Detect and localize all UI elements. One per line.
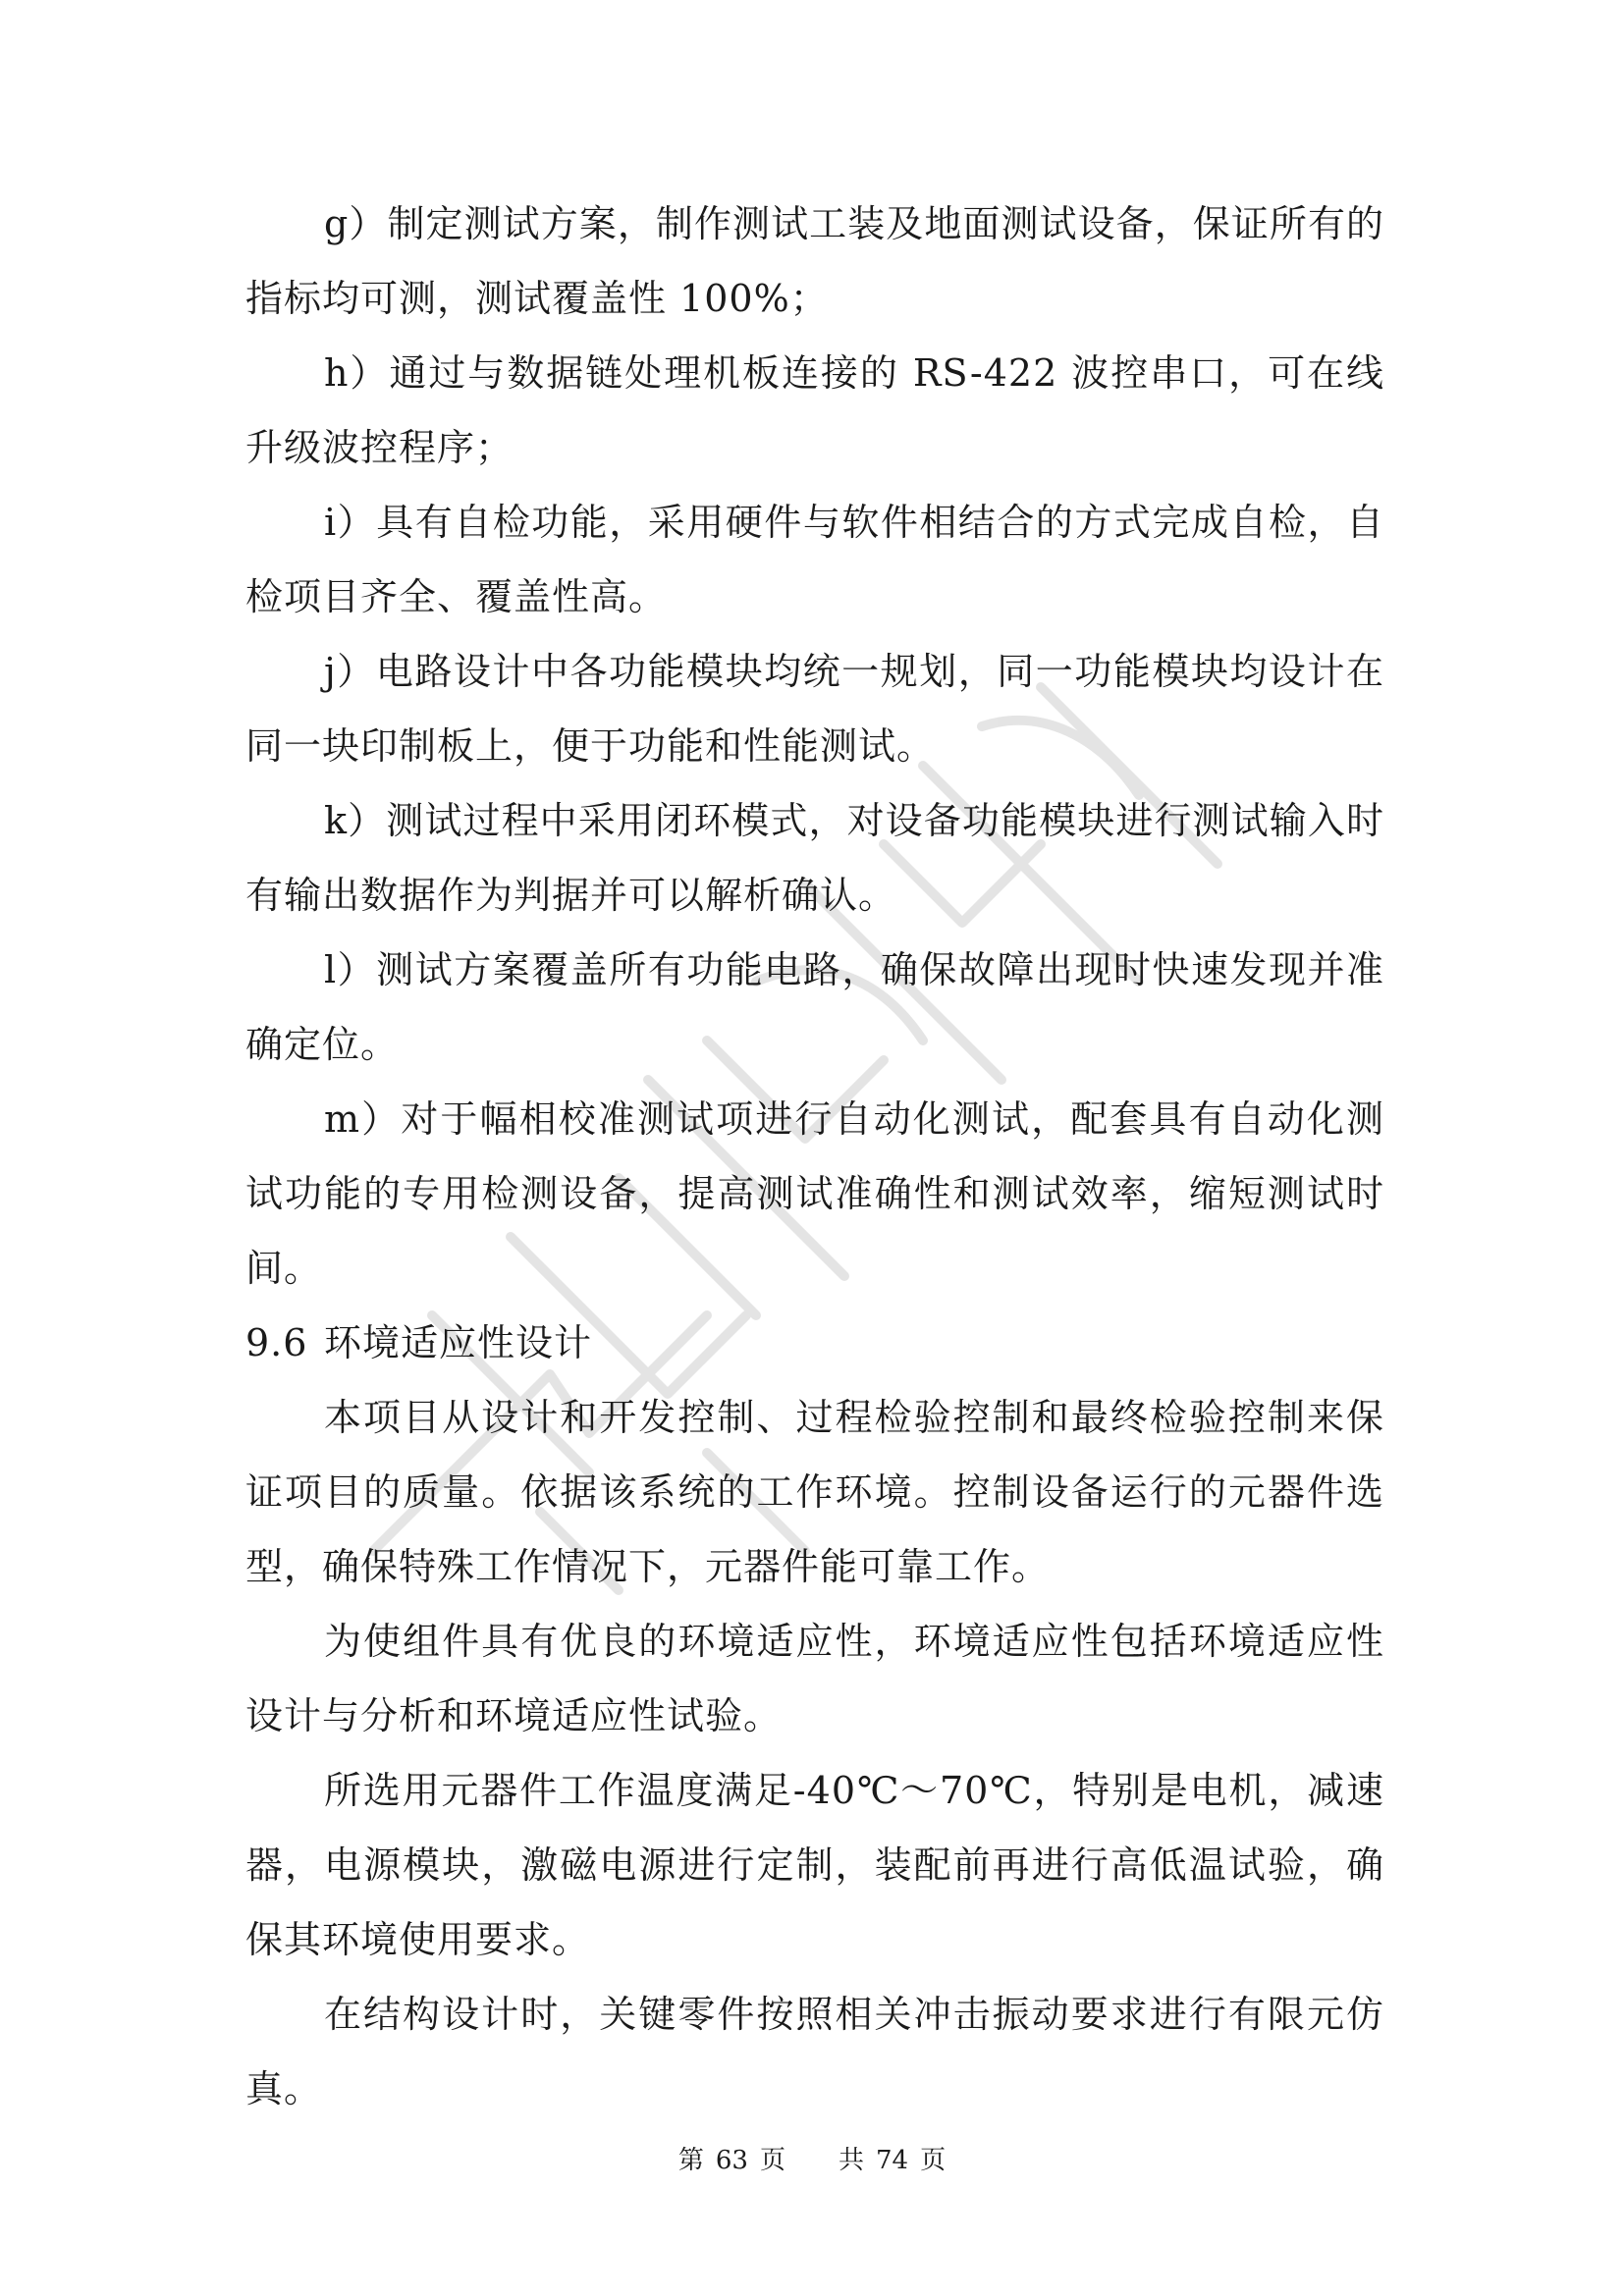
total-label-suffix: 页: [920, 2146, 947, 2175]
total-label-prefix: 共: [839, 2146, 865, 2175]
total-pages: 74: [876, 2146, 909, 2175]
document-body: [245, 187, 1384, 2126]
paragraph-h: h）通过与数据链处理机板连接的 RS-422 波控串口，可在线升级波控程序；: [245, 351, 1384, 469]
paragraph-m: m）对于幅相校准测试项进行自动化测试，配套具有自动化测试功能的专用检测设备，提高测试准确性和测试效率，缩短测试时间。: [245, 1097, 1384, 1290]
section-paragraph: 在结构设计时，关键零件按照相关冲击振动要求进行有限元仿真。: [245, 1993, 1384, 2110]
paragraph-i: i）具有自检功能，采用硬件与软件相结合的方式完成自检，自检项目齐全、覆盖性高。: [245, 501, 1384, 618]
page-number: 63: [715, 2146, 748, 2175]
paragraph-k: k）测试过程中采用闭环模式，对设备功能模块进行测试输入时有输出数据作为判据并可以解析确认。: [245, 799, 1384, 917]
section-number: 9.6: [245, 1321, 308, 1364]
section-paragraph: 本项目从设计和开发控制、过程检验控制和最终检验控制来保证项目的质量。依据该系统的工作环境。控制设备运行的元器件选型，确保特殊工作情况下，元器件能可靠工作。: [245, 1396, 1384, 1588]
page-label-prefix: 第: [677, 2146, 704, 2175]
paragraph-l: l）测试方案覆盖所有功能电路，确保故障出现时快速发现并准确定位。: [245, 948, 1384, 1066]
section-heading: [245, 1306, 1384, 1380]
section-paragraph: 为使组件具有优良的环境适应性，环境适应性包括环境适应性设计与分析和环境适应性试验。: [245, 1620, 1384, 1737]
paragraph-j: j）电路设计中各功能模块均统一规划，同一功能模块均设计在同一块印制板上，便于功能和性能测试。: [245, 650, 1384, 768]
paragraph-g: g）制定测试方案，制作测试工装及地面测试设备，保证所有的指标均可测，测试覆盖性 100%；: [245, 202, 1384, 320]
page-label-suffix: 页: [759, 2146, 785, 2175]
section-paragraph: 所选用元器件工作温度满足-40℃～70℃，特别是电机，减速器，电源模块，激磁电源进行定制，装配前再进行高低温试验，确保其环境使用要求。: [245, 1769, 1384, 1961]
page-footer: [0, 2140, 1624, 2176]
section-title: 环境适应性设计: [324, 1321, 593, 1364]
